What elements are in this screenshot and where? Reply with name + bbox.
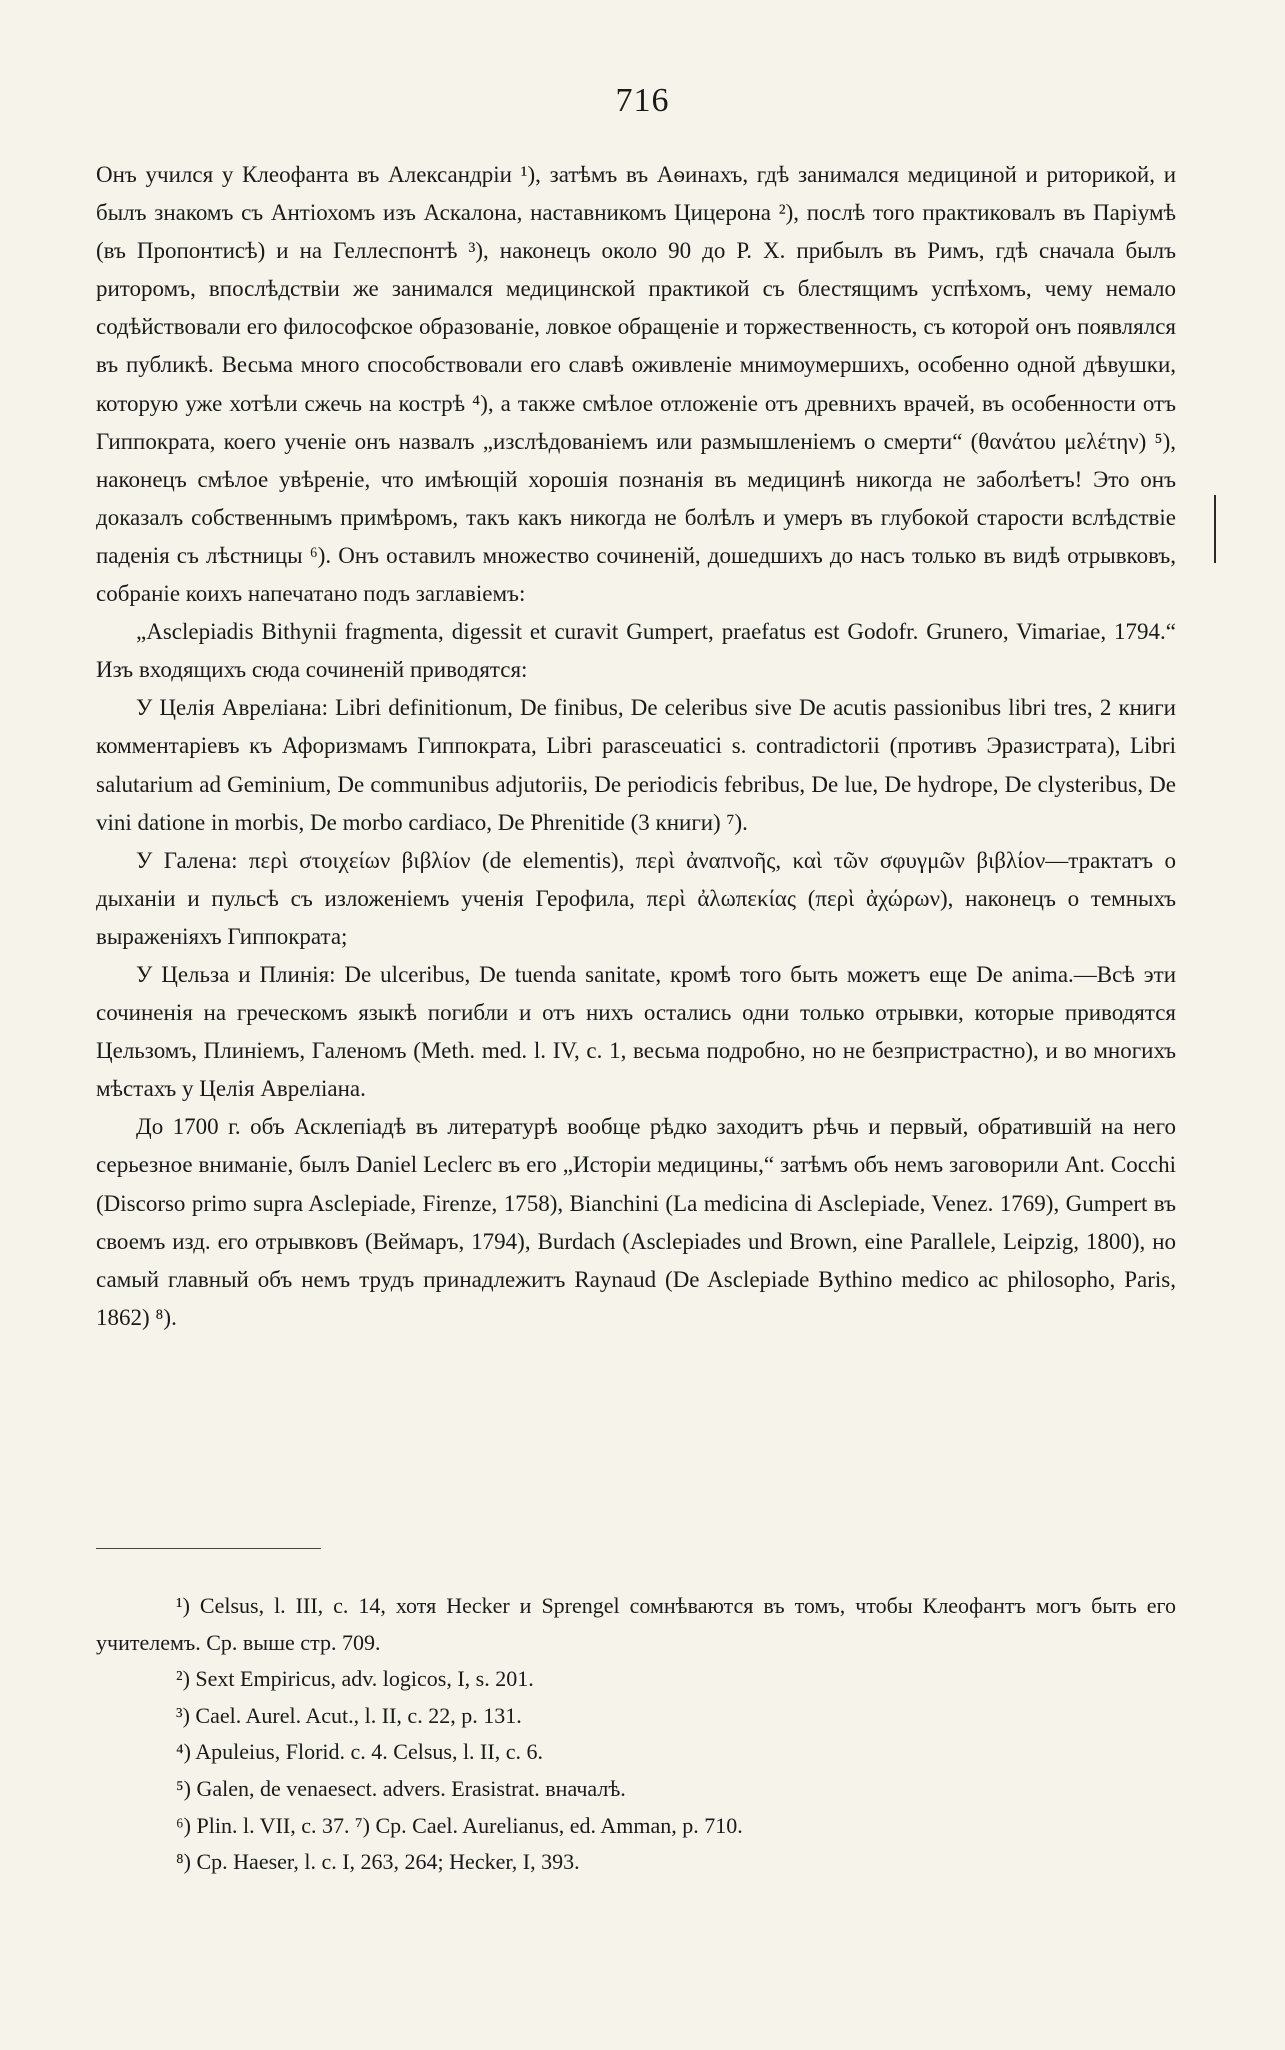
footnote: ⁴) Apuleius, Florid. c. 4. Celsus, l. II, c. 6. (176, 1739, 543, 1765)
footnote: ²) Sext Empiricus, adv. logicos, I, s. 201. (176, 1666, 534, 1692)
footnote: ⁸) Ср. Haeser, l. c. I, 263, 264; Hecker, I, 393. (176, 1849, 580, 1875)
footnote: ¹) Celsus, l. III, c. 14, хотя Hecker и Sprengel сомнѣваются въ томъ, чтобы Клеофантъ могъ быть его учителемъ. Ср. выше стр. 709. (96, 1593, 1176, 1655)
footnote: ³) Cael. Aurel. Acut., l. II, c. 22, p. 131. (176, 1702, 522, 1728)
margin-mark (1214, 495, 1216, 563)
footnotes (96, 1588, 1176, 1881)
body-paragraph: „Asclepiadis Bithynii fragmenta, digessit et curavit Gumpert, praefatus est Godofr. Grunero, Vimariae, 1794.“ Изъ входящихъ сюда сочиненій приводятся: (96, 619, 1176, 683)
main-text (96, 156, 1176, 1337)
page-number: 716 (615, 82, 670, 119)
body-paragraph: Онъ учился у Клеофанта въ Александріи ¹), затѣмъ въ Аѳинахъ, гдѣ занимался медициной и риторикой, и былъ знакомъ съ Антіохомъ изъ Аскалона, наставникомъ Цицерона ²), послѣ того практиковалъ въ Паріумѣ (въ Пропонтисѣ) и на Геллеспонтѣ ³), наконецъ около 90 до Р. Х. прибылъ въ Римъ, гдѣ сначала былъ риторомъ, впослѣдствіи же занимался медицинской практикой съ блестящимъ успѣхомъ, чему немало содѣйствовали его философское образованіе, ловкое обращеніе и торжественность, съ которой онъ появлялся въ публикѣ. Весьма много способствовали его славѣ оживленіе мнимоумершихъ, особенно одной дѣвушки, которую уже хотѣли сжечь на кострѣ ⁴), а также смѣлое отложеніе отъ древнихъ врачей, въ особенности отъ Гиппократа, коего ученіе онъ назвалъ „изслѣдованіемъ или размышленіемъ о смерти“ (θανάτου μελέτην) ⁵), наконецъ смѣлое увѣреніе, что имѣющій хорошія познанія въ медицинѣ никогда не заболѣетъ! Это онъ доказалъ собственнымъ примѣромъ, такъ какъ никогда не болѣлъ и умеръ въ глубокой старости вслѣдствіе паденія съ лѣстницы ⁶). Онъ оставилъ множество сочиненій, дошедшихъ до насъ только въ видѣ отрывковъ, собраніе коихъ напечатано подъ заглавіемъ: (96, 162, 1176, 607)
body-paragraph: У Целія Авреліана: Libri definitionum, De finibus, De celeribus sive De acutis passionibus libri tres, 2 книги комментаріевъ къ Афоризмамъ Гиппократа, Libri parasceuatici s. contradictorii (противъ Эразистрата), Libri salutarium ad Geminium, De communibus adjutoriis, De periodicis febribus, De lue, De hydrope, De clysteribus, De vini datione in morbis, De morbo cardiaco, De Phrenitide (3 книги) ⁷). (96, 695, 1176, 835)
footnote: ⁵) Galen, de venaesect. advers. Erasistrat. вначалѣ. (176, 1775, 626, 1801)
footnote-divider (96, 1548, 321, 1549)
body-paragraph: У Галена: περὶ στοιχείων βιβλίον (de elementis), περὶ ἀναπνοῆς, καὶ τῶν σφυγμῶν βιβλίον—трактатъ о дыханіи и пульсѣ съ изложеніемъ ученія Герофила, περὶ ἀλωπεκίας (περὶ ἀχώρων), наконецъ о темныхъ выраженіяхъ Гиппократа; (96, 847, 1176, 949)
body-paragraph: У Цельза и Плинія: De ulceribus, De tuenda sanitate, кромѣ того быть можетъ еще De anima.—Всѣ эти сочиненія на греческомъ языкѣ погибли и отъ нихъ остались одни только отрывки, которые приводятся Цельзомъ, Плиніемъ, Галеномъ (Meth. med. l. IV, c. 1, весьма подробно, но не безпристрастно), и во многихъ мѣстахъ у Целія Авреліана. (96, 961, 1176, 1102)
body-paragraph: До 1700 г. объ Асклепіадѣ въ литературѣ вообще рѣдко заходитъ рѣчь и первый, обратившій на него серьезное вниманіе, былъ Daniel Leclerc въ его „Исторіи медицины,“ затѣмъ объ немъ заговорили Ant. Cocchi (Discorso primo supra Asclepiade, Firenze, 1758), Bianchini (La medicina di Asclepiade, Venez. 1769), Gumpert въ своемъ изд. его отрывковъ (Веймаръ, 1794), Burdach (Asclepiades und Brown, eine Parallele, Leipzig, 1800), но самый главный объ немъ трудъ принадлежитъ Raynaud (De Asclepiade Bythino medico ac philosopho, Paris, 1862) ⁸). (96, 1114, 1176, 1330)
footnote: ⁶) Plin. l. VII, c. 37. ⁷) Ср. Cael. Aurelianus, ed. Amman, p. 710. (176, 1812, 743, 1838)
